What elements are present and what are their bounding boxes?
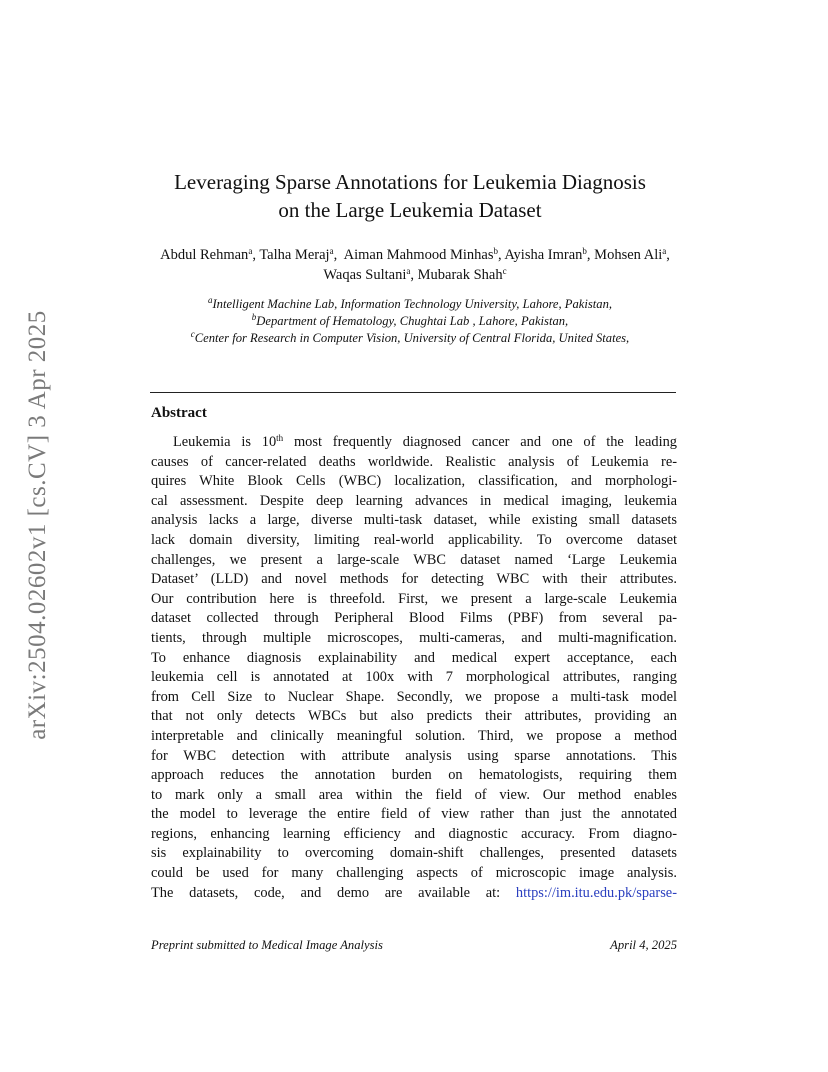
abstract-line: lack domain diversity, limiting real-world applicability. To overcome dataset [151,531,677,548]
abstract-line: interpretable and clinically meaningful solution. Third, we propose a method [151,727,677,744]
affiliation-mark: c [190,329,195,340]
arxiv-id-text: arXiv:2504.02602v1 [cs.CV] 3 Apr 2025 [24,310,52,740]
title-line-2: on the Large Leukemia Dataset [278,198,542,222]
author-name: Aiman Mahmood Minhas [343,247,494,263]
abstract-line: To enhance diagnosis explainability and medical expert acceptance, each [151,649,677,666]
author-list: Abdul Rehman$^a$, Talha Meraj$^a$, Aiman Mahmood Minhas$^b$, Ayisha Imran$^b$, Mohsen Ali$^a$, Waqas Sultani$^a$, Mubarak Shah$^c$ [160,246,670,283]
abstract-line: for WBC detection with attribute analysis using sparse annotations. This [151,747,677,764]
affiliation-list [130,296,690,347]
abstract-line: the model to leverage the entire field of view rather than just the annotated [151,806,677,823]
abstract-line: cal assessment. Despite deep learning advances in medical imaging, leukemia [151,492,677,509]
author-affiliation-mark: a [662,246,667,257]
author-affiliation-mark: a [406,266,411,277]
abstract-line: leukemia cell is annotated at 100x with 7 morphological attributes, ranging [151,669,677,686]
abstract-line: sis explainability to overcoming domain-shift challenges, presented datasets [151,845,677,862]
preprint-note: Preprint submitted to Medical Image Analysis [151,938,383,952]
affiliation-text: Department of Hematology, Chughtai Lab , Lahore, Pakistan, [256,314,569,328]
abstract-line: challenges, we present a large-scale WBC dataset named ‘Large Leukemia [151,551,677,568]
abstract-heading: Abstract [151,405,207,421]
author-affiliation-mark: b [582,246,587,257]
author-name: Waqas Sultani [323,267,407,283]
abstract-line: that not only detects WBCs but also predicts their attributes, providing an [151,708,677,725]
abstract-line: from Cell Size to Nuclear Shape. Secondly, we propose a multi-task model [151,688,677,705]
affiliation-mark: b [251,312,257,323]
author-name: Mohsen Ali [594,247,663,263]
abstract-line: Dataset’ (LLD) and novel methods for detecting WBC with their attributes. [151,571,677,588]
affiliation-line [130,330,690,347]
author-name: Mubarak Shah [417,267,503,283]
affiliation-text: Intelligent Machine Lab, Information Technology University, Lahore, Pakistan, [212,297,613,311]
abstract-line: analysis lacks a large, diverse multi-task dataset, while existing small datasets [151,512,677,529]
affiliation-line [130,296,690,313]
arxiv-identifier-stamp [8,290,68,760]
abstract-line: approach reduces the annotation burden on hematologists, requiring them [151,767,677,784]
affiliation-text: Center for Research in Computer Vision, University of Central Florida, United States, [194,331,630,345]
abstract-body [151,433,677,903]
abstract-line: Our contribution here is threefold. First, we present a large-scale Leukemia [151,590,677,607]
abstract-line: to mark only a small area within the field of view. Our method enables [151,786,677,803]
author-name: Ayisha Imran [504,247,583,263]
author-name: Talha Meraj [259,247,330,263]
title-line-1: Leveraging Sparse Annotations for Leukemia Diagnosis [174,170,646,194]
abstract-line: dataset collected through Peripheral Blood Films (PBF) from several pa- [151,610,677,627]
abstract-line: The datasets, code, and demo are available at: https://im.itu.edu.pk/sparse- [151,884,677,901]
superscript: th [276,433,284,444]
author-affiliation-mark: b [493,246,498,257]
author-affiliation-mark: c [502,266,507,277]
abstract-line: Leukemia is 10th most frequently diagnosed cancer and one of the leading [173,433,677,450]
dataset-link[interactable]: https://im.itu.edu.pk/sparse- [515,884,677,901]
abstract-line: regions, enhancing learning efficiency and diagnostic accuracy. From diagno- [151,825,677,842]
abstract-line: causes of cancer-related deaths worldwide. Realistic analysis of Leukemia re- [151,453,677,470]
footer-date: April 4, 2025 [610,938,677,952]
affiliation-mark: a [207,295,213,306]
author-affiliation-mark: a [248,246,253,257]
abstract-line: quires White Blook Cells (WBC) localization, classification, and morphologi- [151,473,677,490]
author-name: Abdul Rehman [160,247,249,263]
horizontal-rule [150,392,676,393]
affiliation-line [130,313,690,330]
author-affiliation-mark: a [329,246,334,257]
abstract-line: could be used for many challenging aspects of microscopic image analysis. [151,865,677,882]
abstract-line: tients, through multiple microscopes, multi-cameras, and multi-magnification. [151,629,677,646]
paper-title [100,168,720,224]
